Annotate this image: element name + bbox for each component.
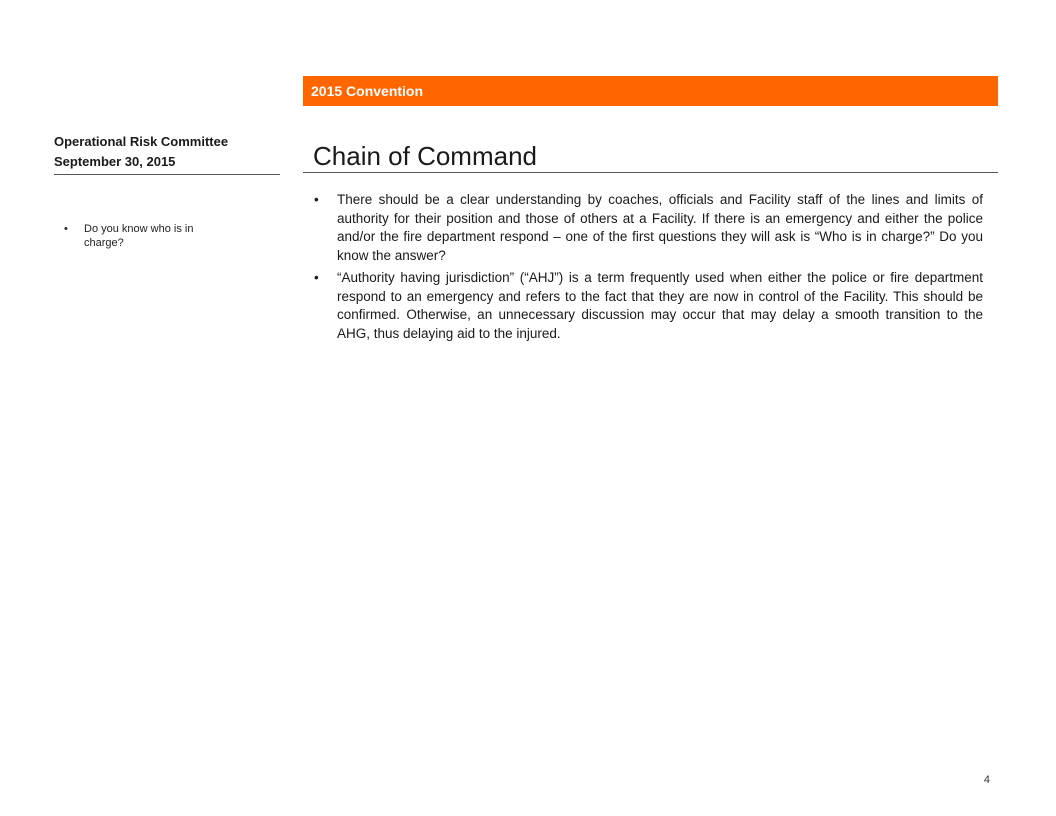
sidebar-bullet-list (64, 222, 234, 250)
page-title: Chain of Command (313, 141, 537, 171)
bullet-icon: • (314, 270, 319, 285)
title-bar (303, 140, 998, 173)
main-bullet-list (313, 191, 983, 347)
main-bullet-item (313, 269, 983, 343)
committee-name: Operational Risk Committee (54, 134, 229, 149)
sidebar-bullet-item (64, 222, 234, 250)
main-bullet-text: There should be a clear understanding by coaches, officials and Facility staff of the lines and limits of authority for their position and those of others at a Facility. If there is an emergency and either the police and/or the fire department respond – one of the first questions they will ask is “Who is in charge?” Do you know the answer? (337, 192, 983, 263)
sidebar-header (54, 132, 280, 175)
convention-banner (303, 76, 998, 106)
main-bullet-text: “Authority having jurisdiction” (“AHJ”) is a term frequently used when either the police or fire department respond to an emergency and refers to the fact that they are now in control of the Facility. This should be confirmed. Otherwise, an unnecessary discussion may occur that may delay a smooth transition to the AHG, thus delaying aid to the injured. (337, 270, 983, 341)
main-bullet-item (313, 191, 983, 265)
presentation-date: September 30, 2015 (54, 154, 176, 169)
page-number: 4 (983, 774, 990, 786)
sidebar-bullet-text: Do you know who is in charge? (84, 223, 194, 249)
banner-label: 2015 Convention (311, 83, 424, 99)
bullet-icon: • (64, 223, 68, 235)
bullet-icon: • (314, 192, 319, 207)
